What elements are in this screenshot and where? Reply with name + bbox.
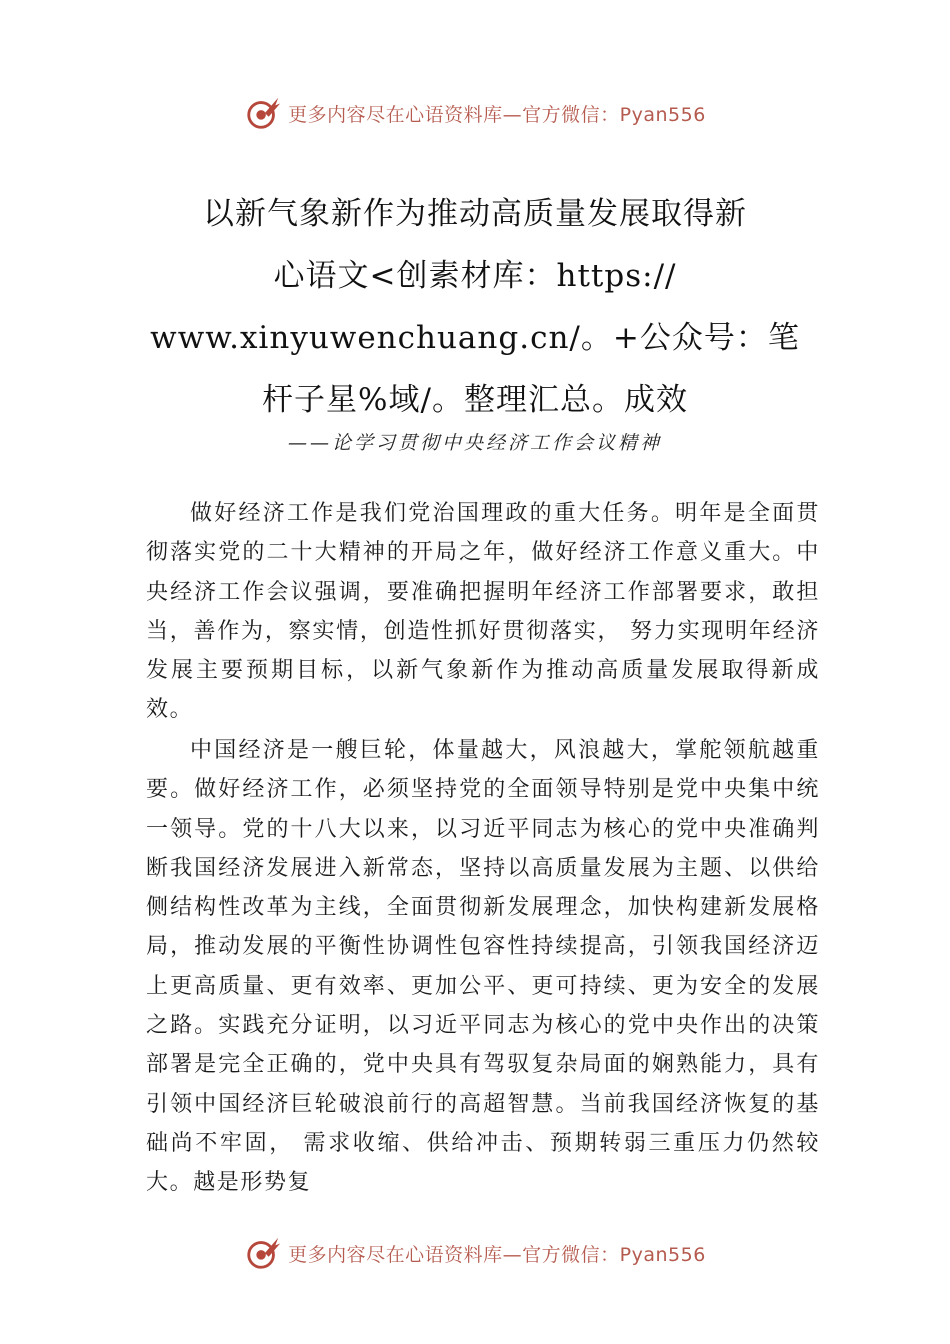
title-line-2: 心语文<创素材库：https:// [273,258,677,294]
quill-logo-icon [244,1234,282,1272]
title-line-1: 以新气象新作为推动高质量发展取得新 [203,196,747,232]
subtitle: ——论学习贯彻中央经济工作会议精神 [287,432,662,454]
paragraph-2: 中国经济是一艘巨轮，体量越大，风浪越大，掌舵领航越重要。做好经济工作，必须坚持党的全面领导特别是党中央集中统一领导。党的十八大以来，以习近平同志为核心的党中央准确判断我国经济发展进入新常态，坚持以高质量发展为主题、以供给侧结构性改革为主线，全面贯彻新发展理念，加快构建新发展格局，推动发展的平衡性协调性包容性持续提高，引领我国经济迈上更高质量、更有效率、更加公平、更可持续、更为安全的发展之路。实践充分证明，以习近平同志为核心的党中央作出的决策部署是完全正确的，党中央具有驾驭复杂局面的娴熟能力，具有引领中国经济巨轮破浪前行的高超智慧。当前我国经济恢复的基础尚不牢固， 需求收缩、供给冲击、预期转弱三重压力仍然较大。越是形势复 [146,738,820,1196]
banner-text: 更多内容尽在心语资料库—官方微信：Pyan556 [288,1243,706,1266]
quill-logo-icon [244,94,282,132]
paragraph-1: 做好经济工作是我们党治国理政的重大任务。明年是全面贯彻落实党的二十大精神的开局之年，做好经济工作意义重大。中央经济工作会议强调，要准确把握明年经济工作部署要求，敢担当，善作为，察实情，创造性抓好贯彻落实， 努力实现明年经济发展主要预期目标，以新气象新作为推动高质量发展取得新成效。 [146,501,820,723]
title-line-3: www.xinyuwenchuang.cn/。+公众号：笔 [150,320,800,356]
footer-banner [0,1234,950,1272]
banner-text: 更多内容尽在心语资料库—官方微信：Pyan556 [288,103,706,126]
header-banner [0,94,950,132]
title-line-4: 杆子星%域/。整理汇总。成效 [262,382,688,418]
